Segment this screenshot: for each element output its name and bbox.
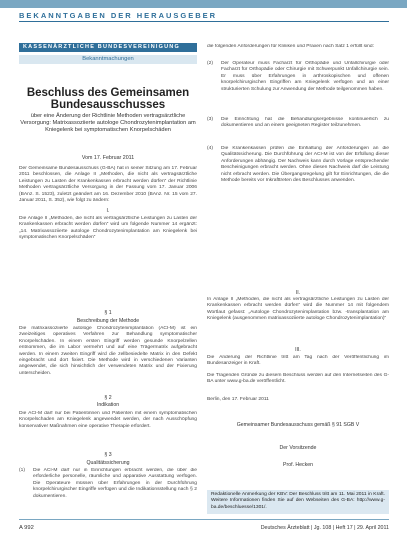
item-4-text: Die Krankenkassen prüfen die Einhaltung der Anforderungen an die Qualitätssicherung. Die Durchführung der ACI-M ist von der Erfüllung dieser Anforderungen abhängig. Der Nachweis kann durch Vorlage entsprechender Bescheinigungen erbracht werden. Ohne diesen Nachweis darf die Leistung nicht erbracht werden. Die Übergangsregelung gilt für Einrichtungen, die die Methode bereits vor Inkrafttreten des Beschlusses anwenden.	[221, 146, 389, 184]
editorial-note-text: Redaktionelle Anmerkung der KBV: Der Beschluss tritt am 11. Mai 2011 in Kraft. Weitere Informationen finden Sie auf den Webseiten des G-BA: http://www.g-ba.de/beschluesse/1301/.	[211, 492, 385, 510]
section-2-title: § 2	[104, 395, 112, 401]
footer-divider	[19, 519, 389, 520]
amendment-item: Die Anlage II „Methoden, die nicht als vertragsärztliche Leistungen zu Lasten der Krankenkassen erbracht werden dürfen“ wird um folgende Nummer 14 ergänzt: „14. Matrixassoziierte autologe Chondrozytenimplantation am Kniegelenk bei symptomatischen Knorpelschäden“	[19, 216, 197, 241]
publisher-label: KASSENÄRZTLICHE BUNDESVEREINIGUNG	[19, 43, 197, 52]
page-number: A 992	[19, 525, 34, 531]
section-2-text: Die ACI-M darf nur bei Patientinnen und Patienten mit einem symptomatischen Knorpelschaden am Kniegelenk angewendet werden, der nach Ausschöpfung konservativer Maßnahmen eine operative Therapie erfordert.	[19, 411, 197, 429]
journal-citation: Deutsches Ärzteblatt | Jg. 108 | Heft 17 | 29. April 2011	[260, 525, 389, 531]
signature-role: Der Vorsitzende	[279, 445, 317, 451]
item-2-text: Der Operateur muss Facharzt für Orthopädie und Unfallchirurgie oder Facharzt für Orthopädie oder Chirurgie mit Schwerpunkt Unfallchirurgie sein. Er muss über Erfahrungen in arthroskopischen und offenen knorpelchirurgischen Eingriffen am Kniegelenk verfügen und an einer strukturierten Schulung zur Anwendung der Methode teilgenommen haben.	[221, 61, 389, 92]
section-1-text: Die matrixassoziierte autologe Chondrozytenimplantation (ACI-M) ist ein zweizeitiges operatives Verfahren zur Behandlung symptomatischer Knorpelschäden. In einem ersten Eingriff werden gesunde Knorpelzellen entnommen, die im Labor vermehrt und auf eine Trägermatrix aufgebracht werden. In einem zweiten Eingriff wird die zellbesiedelte Matrix in den Defekt eingebracht und dort fixiert. Die Methode wird in verschiedenen Varianten angewendet, die sich hinsichtlich der verwendeten Matrix und der Fixierung unterscheiden.	[19, 326, 197, 376]
section-1-subtitle: Beschreibung der Methode	[76, 318, 140, 324]
signature-name: Prof. Hecken	[283, 462, 313, 468]
document-title: Beschluss des Gemeinsamen Bundesausschusses	[26, 87, 190, 111]
numeral-i: I.	[106, 208, 110, 214]
change-text: In Anlage II „Methoden, die nicht als vertragsärztliche Leistungen zu Lasten der Krankenkassen erbracht werden dürfen“ wird die Nummer 14 mit folgendem Wortlaut gefasst: „Autologe Chondrozytenimplantation bzw. -transplantation am Kniegelenk (ausgenommen matrixassoziierte autologe Chondrozytenimplantation)“	[207, 297, 389, 322]
section-1-title: § 1	[104, 310, 112, 316]
section-title: BEKANNTGABEN DER HERAUSGEBER	[19, 11, 218, 20]
section-3-label: (1)	[19, 468, 25, 473]
item-3-label: (3)	[207, 117, 213, 122]
item-4-label: (4)	[207, 146, 213, 151]
numeral-iii: III.	[295, 347, 301, 353]
place-date: Berlin, den 17. Februar 2011	[207, 397, 269, 402]
section-2-subtitle: Indikation	[96, 402, 120, 408]
document-subtitle: über eine Änderung der Richtlinie Methoden vertragsärztliche Versorgung: Matrixassoziierte autologe Chondrozytenimplantation am Kniegelenk bei symptomatischen Knorpelschäden	[20, 113, 196, 133]
final-text: Die Änderung der Richtlinie tritt am Tag nach der Veröffentlichung im Bundesanzeiger in Kraft.	[207, 355, 389, 367]
editorial-note-box	[207, 490, 389, 514]
section-3-text: Die ACI-M darf nur in Einrichtungen erbracht werden, die über die erforderliche personelle, räumliche und apparative Ausstattung verfügen. Die Operateure müssen über Erfahrungen in der Durchführung knorpelchirurgischer Eingriffe verfügen und die Indikationsstellung nach § 2 dokumentieren.	[33, 468, 197, 499]
item-3-text: Die Einrichtung hat die Behandlungsergebnisse kontinuierlich zu dokumentieren und an einem geeigneten Register teilzunehmen.	[221, 117, 389, 129]
document-date: Vom 17. Februar 2011	[81, 155, 135, 161]
category-tag: Bekanntmachungen	[19, 55, 197, 64]
top-color-bar	[0, 0, 407, 8]
section-3-subtitle: Qualitätssicherung	[86, 460, 130, 466]
section-3-title: § 3	[104, 452, 112, 458]
right-top-text: die folgenden Anforderungen für Kliniken und Praxen nach Satz 1 erfüllt sind:	[207, 44, 374, 49]
intro-paragraph: Der Gemeinsame Bundesausschuss (G-BA) hat in seiner Sitzung am 17. Februar 2011 beschlossen, die Anlage II „Methoden, die nicht als vertragsärztliche Leistungen zu Lasten der Krankenkassen erbracht werden dürfen“ der Richtlinie Methoden vertragsärztliche Versorgung in der Fassung vom 17. Januar 2006 (BAnz. S. 1523), zuletzt geändert am 16. Dezember 2010 (BAnz. Nr. 15 vom 27. Januar 2011, S. 352), wie folgt zu ändern:	[19, 166, 197, 204]
item-2-label: (2)	[207, 61, 213, 66]
signature-org: Gemeinsamer Bundesausschuss gemäß § 91 SGB V	[236, 422, 360, 428]
note-text: Die Tragenden Gründe zu diesem Beschluss werden auf den Internetseiten des G-BA unter www.g-ba.de veröffentlicht.	[207, 373, 389, 385]
divider	[19, 21, 389, 22]
numeral-ii: II.	[295, 290, 301, 296]
